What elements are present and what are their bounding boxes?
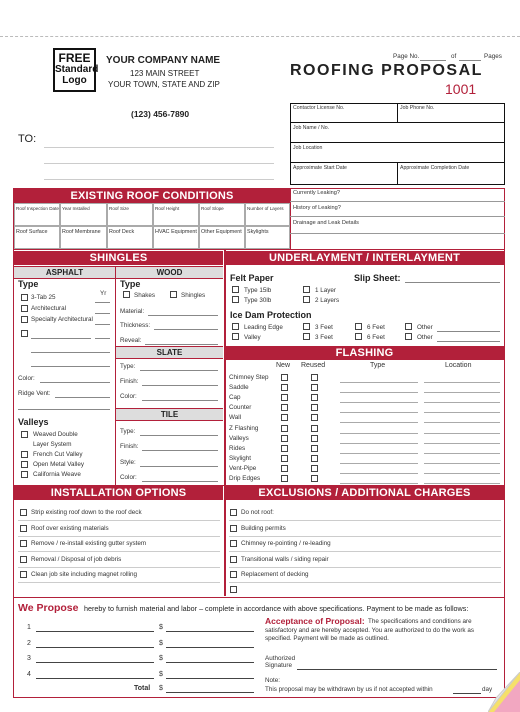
felt-30lb-label: Type 30lb: [244, 297, 272, 304]
tile-type-label: Type:: [120, 428, 136, 435]
flashing-location-field[interactable]: [424, 473, 500, 474]
felt-15lb-checkbox[interactable]: [232, 286, 239, 293]
flashing-new-checkbox[interactable]: [281, 465, 288, 472]
wood-reveal-label: Reveal:: [120, 337, 142, 344]
authorized-label: Authorized: [265, 655, 296, 662]
installation-option-label: Removal / Disposal of job debris: [31, 555, 122, 563]
existing-cell-label: Roof Size: [109, 206, 129, 211]
wood-reveal-field[interactable]: [145, 344, 218, 345]
flashing-new-checkbox[interactable]: [281, 374, 288, 381]
flashing-item-label: Drip Edges: [229, 475, 261, 482]
ice-valley-6ft-label: 6 Feet: [367, 334, 385, 341]
to-line-3[interactable]: [44, 179, 274, 180]
valley-california-label: California Weave: [33, 471, 81, 478]
valley-open-metal-label: Open Metal Valley: [33, 461, 84, 468]
flashing-item-label: Skylight: [229, 454, 252, 462]
layer-2-checkbox[interactable]: [303, 296, 310, 303]
shingles-header: SHINGLES: [14, 251, 223, 265]
installation-option-label: Roof over existing materials: [31, 524, 109, 532]
slate-finish-label: Finish:: [120, 378, 139, 385]
wood-shingles-checkbox[interactable]: [170, 291, 177, 298]
slip-sheet-field[interactable]: [405, 282, 500, 283]
ice-valley-3ft-label: 3 Feet: [315, 334, 333, 341]
logo-line1: FREE: [58, 51, 91, 65]
felt-paper-title: Felt Paper: [230, 273, 274, 283]
flashing-reused-checkbox[interactable]: [311, 404, 318, 411]
existing-cell-label: Roof Deck: [109, 229, 135, 235]
existing-roof-header: EXISTING ROOF CONDITIONS: [14, 189, 290, 203]
ridge-vent-field[interactable]: [55, 397, 110, 398]
slip-sheet-title: Slip Sheet:: [354, 273, 401, 283]
existing-cell-label: Other Equipment: [201, 229, 242, 235]
installation-option-label: Strip existing roof down to the roof deck: [31, 509, 142, 516]
flashing-new-checkbox[interactable]: [281, 414, 288, 421]
flashing-reused-checkbox[interactable]: [311, 455, 318, 462]
slate-color-label: Color:: [120, 393, 137, 400]
ice-leading-label: Leading Edge: [244, 324, 283, 331]
ice-leading-checkbox[interactable]: [232, 323, 239, 330]
flashing-type-field[interactable]: [340, 382, 418, 383]
asphalt-3tab-checkbox[interactable]: [21, 294, 28, 301]
asphalt-specialty-checkbox[interactable]: [21, 316, 28, 323]
flashing-location-field[interactable]: [424, 443, 500, 444]
wood-material-label: Material:: [120, 308, 145, 315]
ice-valley-other-checkbox[interactable]: [405, 333, 412, 340]
existing-cell-label: Roof Height: [155, 206, 180, 211]
flashing-location-field[interactable]: [424, 392, 500, 393]
payment-number: 4: [27, 670, 31, 678]
asphalt-3tab-label: 3-Tab 25: [31, 294, 56, 301]
company-phone: (123) 456-7890: [131, 109, 190, 119]
wood-type-label: Type: [120, 279, 141, 289]
page-no-label: Page No.: [393, 53, 420, 60]
flashing-reused-checkbox[interactable]: [311, 475, 318, 482]
asphalt-type-label: Type: [18, 279, 39, 289]
tile-subheader: TILE: [116, 408, 223, 421]
flashing-item-label: Z Flashing: [229, 424, 259, 432]
installation-option-label: Clean job site including magnet rolling: [31, 571, 138, 578]
installation-checkbox[interactable]: [20, 540, 27, 547]
flashing-location-field[interactable]: [424, 483, 500, 484]
perforation-line: [0, 36, 520, 37]
slate-finish-field[interactable]: [142, 385, 218, 386]
valley-weaved-checkbox[interactable]: [21, 431, 28, 438]
flashing-new-checkbox[interactable]: [281, 425, 288, 432]
flashing-new-checkbox[interactable]: [281, 384, 288, 391]
payment-amount-field[interactable]: [166, 678, 254, 679]
wood-subheader: WOOD: [116, 266, 223, 279]
page-curl-graphic: [488, 672, 520, 712]
payment-amount-field[interactable]: [166, 647, 254, 648]
page-total-field[interactable]: [459, 60, 481, 61]
signature-field[interactable]: [297, 669, 497, 670]
slate-color-field[interactable]: [142, 400, 218, 401]
flashing-new-checkbox[interactable]: [281, 475, 288, 482]
exclusion-checkbox[interactable]: [230, 525, 237, 532]
asphalt-specialty-label: Specialty Architectural: [31, 316, 93, 323]
wood-shakes-label: Shakes: [134, 292, 156, 299]
ice-valley-3ft-checkbox[interactable]: [303, 333, 310, 340]
job-name-field[interactable]: Job Name / No.: [293, 125, 330, 131]
installation-header: INSTALLATION OPTIONS: [14, 486, 223, 500]
flashing-new-checkbox[interactable]: [281, 404, 288, 411]
payment-description-field[interactable]: [36, 662, 154, 663]
flashing-reused-checkbox[interactable]: [311, 445, 318, 452]
flashing-new-checkbox[interactable]: [281, 435, 288, 442]
pages-label: Pages: [484, 53, 502, 60]
ice-leading-6ft-checkbox[interactable]: [355, 323, 362, 330]
tile-color-field[interactable]: [142, 481, 218, 482]
payment-amount-field[interactable]: [166, 631, 254, 632]
flashing-item-label: Counter: [229, 404, 252, 412]
flashing-type-field[interactable]: [340, 473, 418, 474]
flashing-location-field[interactable]: [424, 433, 500, 434]
job-phone-field[interactable]: Job Phone No.: [400, 105, 435, 111]
total-dollar: $: [159, 685, 163, 692]
contractor-license-field[interactable]: Contactor License No.: [293, 105, 345, 111]
flashing-item-label: Vent-Pipe: [229, 464, 257, 472]
existing-cell-label: Number of Layers: [247, 206, 284, 211]
total-label: Total: [134, 685, 151, 692]
ridge-vent-label: Ridge Vent:: [18, 390, 51, 397]
flashing-type-field[interactable]: [340, 392, 418, 393]
signature-label: Signature: [265, 662, 292, 669]
tile-style-field[interactable]: [140, 466, 218, 467]
flashing-reused-checkbox[interactable]: [311, 465, 318, 472]
valley-open-metal-checkbox[interactable]: [21, 461, 28, 468]
to-line-1[interactable]: [44, 147, 274, 148]
flashing-location-field[interactable]: [424, 382, 500, 383]
layer-1-checkbox[interactable]: [303, 286, 310, 293]
felt-15lb-label: Type 15lb: [244, 287, 272, 294]
flashing-item-label: Rides: [229, 444, 246, 452]
existing-cell-label: Roof Surface: [16, 229, 48, 235]
flashing-new-checkbox[interactable]: [281, 445, 288, 452]
exclusion-label: Do not roof:: [241, 509, 274, 516]
valley-french-label: French Cut Valley: [33, 451, 83, 458]
drainage-details-field[interactable]: Drainage and Leak Details: [293, 220, 359, 226]
wood-shakes-checkbox[interactable]: [123, 291, 130, 298]
slate-type-field[interactable]: [140, 370, 218, 371]
flashing-type-col: Type: [370, 362, 386, 369]
payment-description-field[interactable]: [36, 647, 154, 648]
tile-color-label: Color:: [120, 474, 137, 481]
flashing-reused-checkbox[interactable]: [311, 435, 318, 442]
document-title: ROOFING PROPOSAL: [290, 62, 483, 79]
proposal-number: 1001: [445, 81, 477, 97]
existing-cell-label: HVAC Equipment: [155, 229, 197, 235]
flashing-type-field[interactable]: [340, 402, 418, 403]
exclusion-label: Replacement of decking: [241, 571, 309, 578]
ice-leading-other-checkbox[interactable]: [405, 323, 412, 330]
flashing-reused-checkbox[interactable]: [311, 394, 318, 401]
days-label: day: [482, 686, 493, 693]
payment-dollar: $: [159, 670, 163, 678]
exclusion-label: Building permits: [241, 524, 286, 532]
wood-thickness-field[interactable]: [154, 329, 218, 330]
flashing-type-field[interactable]: [340, 422, 418, 423]
flashing-reused-checkbox[interactable]: [311, 384, 318, 391]
company-name: YOUR COMPANY NAME: [106, 55, 221, 66]
asphalt-subheader: ASPHALT: [14, 266, 115, 279]
asphalt-architectural-checkbox[interactable]: [21, 305, 28, 312]
flashing-reused-checkbox[interactable]: [311, 425, 318, 432]
tile-type-field[interactable]: [140, 435, 218, 436]
installation-checkbox[interactable]: [20, 556, 27, 563]
to-line-2[interactable]: [44, 163, 274, 164]
withdraw-text: This proposal may be withdrawn by us if not accepted within: [265, 686, 433, 693]
flashing-new-checkbox[interactable]: [281, 394, 288, 401]
installation-checkbox[interactable]: [20, 525, 27, 532]
valley-layer-label: Layer System: [33, 441, 72, 448]
exclusion-checkbox[interactable]: [230, 556, 237, 563]
to-label: TO:: [18, 133, 37, 145]
ice-leading-6ft-label: 6 Feet: [367, 324, 385, 331]
valley-california-checkbox[interactable]: [21, 471, 28, 478]
tile-finish-label: Finish:: [120, 443, 139, 450]
ice-valley-checkbox[interactable]: [232, 333, 239, 340]
page-no-field[interactable]: [420, 60, 446, 61]
payment-number: 1: [27, 624, 31, 631]
payment-dollar: $: [159, 639, 163, 647]
exclusion-checkbox[interactable]: [230, 571, 237, 578]
flashing-item-label: Wall: [229, 414, 242, 422]
ice-valley-other-label: Other: [417, 334, 433, 341]
installation-checkbox[interactable]: [20, 571, 27, 578]
existing-cell-label: Skylights: [247, 229, 269, 235]
felt-30lb-checkbox[interactable]: [232, 296, 239, 303]
of-label: of: [451, 53, 457, 60]
asphalt-color-label: Color:: [18, 375, 35, 382]
flashing-reused-checkbox[interactable]: [311, 374, 318, 381]
tile-style-label: Style:: [120, 459, 136, 466]
acceptance-text-2: satisfactory and are hereby accepted. You are authorized to do the work as: [265, 627, 474, 634]
completion-date-field[interactable]: Approximate Completion Date: [400, 165, 470, 171]
layer-2-label: 2 Layers: [315, 297, 340, 304]
existing-cell-label: Roof Inspection Date: [16, 206, 59, 211]
company-logo: [53, 48, 99, 92]
history-leaking-field[interactable]: History of Leaking?: [293, 205, 341, 211]
flashing-reused-checkbox[interactable]: [311, 414, 318, 421]
exclusion-label: Transitional walls / siding repair: [241, 555, 329, 563]
ice-leading-3ft-checkbox[interactable]: [303, 323, 310, 330]
flashing-location-field[interactable]: [424, 422, 500, 423]
note-label: Note:: [265, 677, 281, 684]
flashing-reused-col: Reused: [301, 362, 326, 369]
installation-option-label: Remove / re-install existing gutter system: [31, 540, 147, 547]
payment-number: 3: [27, 655, 31, 662]
flashing-type-field[interactable]: [340, 412, 418, 413]
asphalt-other-checkbox[interactable]: [21, 330, 28, 337]
exclusion-checkbox[interactable]: [230, 509, 237, 516]
payment-description-field[interactable]: [36, 631, 154, 632]
logo-line3: Logo: [62, 75, 87, 86]
ice-leading-3ft-label: 3 Feet: [315, 324, 333, 331]
valley-weaved-label: Weaved Double: [33, 431, 78, 438]
flashing-location-field[interactable]: [424, 463, 500, 464]
currently-leaking-field[interactable]: Currently Leaking?: [293, 190, 340, 196]
payment-description-field[interactable]: [36, 678, 154, 679]
flashing-location-field[interactable]: [424, 453, 500, 454]
we-propose-title: We Propose: [18, 602, 79, 614]
ice-valley-label: Valley: [244, 334, 261, 341]
flashing-type-field[interactable]: [340, 483, 418, 484]
asphalt-architectural-label: Architectural: [31, 305, 66, 312]
flashing-new-col: New: [276, 362, 291, 369]
payment-amount-field[interactable]: [166, 662, 254, 663]
exclusion-checkbox[interactable]: [230, 540, 237, 547]
layer-1-label: 1 Layer: [315, 287, 337, 294]
flashing-item-label: Valleys: [229, 434, 249, 442]
underlayment-header: UNDERLAYMENT / INTERLAYMENT: [225, 251, 504, 265]
acceptance-title: Acceptance of Proposal:: [265, 616, 365, 626]
payment-dollar: $: [159, 624, 163, 631]
flashing-location-col: Location: [445, 362, 472, 369]
wood-thickness-label: Thickness:: [120, 322, 151, 329]
acceptance-text-3: specified. Payment will be made as outlined.: [265, 635, 389, 642]
existing-cell-label: Year Installed: [62, 206, 90, 211]
exclusion-label: Chimney re-pointing / re-leading: [241, 540, 331, 547]
payment-dollar: $: [159, 655, 163, 662]
job-location-field[interactable]: Job Location: [293, 145, 323, 151]
flashing-type-field[interactable]: [340, 453, 418, 454]
company-city: YOUR TOWN, STATE AND ZIP: [108, 80, 220, 89]
flashing-type-field[interactable]: [340, 433, 418, 434]
existing-cell-label: Roof Slope: [201, 206, 224, 211]
ice-leading-other-label: Other: [417, 324, 433, 331]
wood-shingles-label: Shingles: [181, 292, 206, 299]
existing-cell-label: Roof Membrane: [62, 229, 101, 235]
flashing-type-field[interactable]: [340, 443, 418, 444]
flashing-location-field[interactable]: [424, 402, 500, 403]
payment-number: 2: [27, 639, 31, 647]
flashing-item-label: Chimney Step: [229, 374, 269, 381]
flashing-type-field[interactable]: [340, 463, 418, 464]
wood-material-field[interactable]: [148, 315, 218, 316]
acceptance-text-1: The specifications and conditions are: [368, 618, 472, 625]
ice-dam-title: Ice Dam Protection: [230, 310, 312, 320]
slate-type-label: Type:: [120, 363, 136, 370]
exclusion-other-checkbox[interactable]: [230, 586, 237, 593]
withdraw-days-field[interactable]: [453, 693, 481, 694]
flashing-location-field[interactable]: [424, 412, 500, 413]
logo-line2: Standard: [55, 64, 99, 75]
installation-checkbox[interactable]: [20, 509, 27, 516]
asphalt-color-field[interactable]: [40, 382, 110, 383]
we-propose-text: hereby to furnish material and labor – complete in accordance with above specifications. Payment to be made as follows:: [84, 604, 469, 613]
flashing-new-checkbox[interactable]: [281, 455, 288, 462]
tile-finish-field[interactable]: [142, 450, 218, 451]
flashing-item-label: Cap: [229, 394, 241, 402]
flashing-item-label: Saddle: [229, 384, 249, 392]
company-street: 123 MAIN STREET: [130, 69, 200, 78]
valley-french-checkbox[interactable]: [21, 451, 28, 458]
flashing-header: FLASHING: [225, 346, 504, 360]
slate-subheader: SLATE: [116, 346, 223, 359]
ice-valley-6ft-checkbox[interactable]: [355, 333, 362, 340]
asphalt-yr-label: Yr: [100, 290, 107, 297]
start-date-field[interactable]: Approximate Start Date: [293, 165, 347, 171]
exclusions-header: EXCLUSIONS / ADDITIONAL CHARGES: [225, 486, 504, 500]
valleys-title: Valleys: [18, 417, 49, 427]
total-field[interactable]: [166, 692, 254, 693]
